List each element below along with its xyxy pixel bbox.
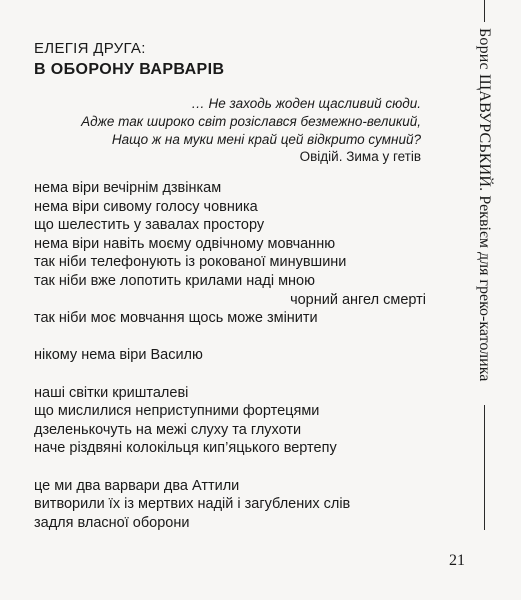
running-head-rule-bottom xyxy=(484,405,485,530)
poem-line: нема віри сивому голосу човника xyxy=(34,198,258,215)
poem-line: нікому нема віри Василю xyxy=(34,347,203,364)
poem-line: дзеленькочуть на межі слуху та глухоти xyxy=(34,421,302,438)
poem-line: нема віри вечірнім дзвінкам xyxy=(34,180,222,196)
epigraph-line: Нащо ж на муки мені край цей відкрито сумний? xyxy=(111,132,421,147)
poem-line: витворили їх із мертвих надій і загублених слів xyxy=(34,496,351,513)
running-head-book: Реквієм для греко-католика xyxy=(476,195,493,382)
poem-line: що шелестить у завалах простору xyxy=(34,217,265,234)
running-head-author: Борис ЩАВУРСЬКИЙ. xyxy=(476,28,493,192)
epigraph xyxy=(81,95,421,149)
elegy-title: ЕЛЕГІЯ ДРУГА: xyxy=(34,40,146,57)
elegy-subtitle: В ОБОРОНУ ВАРВАРІВ xyxy=(34,61,225,78)
poem-line: що мислилися неприступними фортецями xyxy=(34,403,320,420)
poem-line: це ми два варвари два Аттили xyxy=(34,477,240,494)
page-number: 21 xyxy=(449,552,465,569)
stanza-break xyxy=(34,365,434,384)
poem-line: так ніби моє мовчання щось може змінити xyxy=(34,310,318,327)
epigraph-line: Адже так широко світ розіслався безмежно-великий, xyxy=(81,114,421,129)
epigraph-line: … Не заходь жоден щасливий сюди. xyxy=(191,96,421,111)
stanza-break xyxy=(34,328,434,347)
poem-line: наші світки кришталеві xyxy=(34,384,189,401)
running-head-rule-top xyxy=(484,0,485,22)
poem-line-indented: чорний ангел смерті xyxy=(290,291,426,308)
poem-line: наче різдвяні колокільця кип’яцького вертепу xyxy=(34,440,337,457)
poem-line: задля власної оборони xyxy=(34,514,190,531)
poem-body xyxy=(34,179,434,532)
poem-line: нема віри навіть моєму одвічному мовчанню xyxy=(34,235,336,252)
stanza-break xyxy=(34,458,434,477)
poem-line: так ніби телефонують із рокованої минувшини xyxy=(34,254,347,271)
poem-line: так ніби вже лопотить крилами наді мною xyxy=(34,272,315,289)
running-head xyxy=(475,28,493,381)
epigraph-source: Овідій. Зима у гетів xyxy=(299,149,421,164)
